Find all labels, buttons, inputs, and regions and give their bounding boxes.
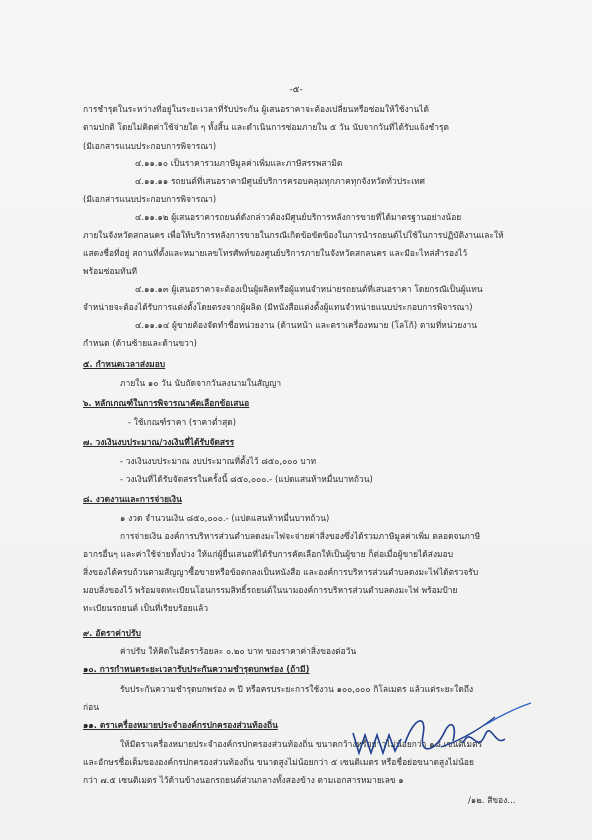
text-line: กำหนด (ด้านซ้ายและด้านขวา) [83,338,197,348]
text-line: - วงเงินงบประมาณ งบประมาณที่ตั้งไว้ ๘๕๐,๐๐๐ บาท [120,456,317,466]
text-line: ๔.๑๑.๑๒ ผู้เสนอราคารถยนต์ดังกล่าวต้องมีศูนย์บริการหลังการขายที่ได้มาตรฐานอย่างน้อย [135,212,462,222]
text-line: จำหน่ายจะต้องได้รับการแต่งตั้งโดยตรงจากผู้ผลิต (มีหนังสือแต่งตั้งผู้แทนจำหน่ายแนบประกอบการพิจารณา) [83,302,473,312]
text-line: ๔.๑๑.๑๑ รถยนต์ที่เสนอราคามีศูนย์บริการครอบคลุมทุกภาคทุกจังหวัดทั่วประเทศ [135,176,426,186]
text-line: ๔.๑๑.๑๐ เป็นราคารวมภาษีมูลค่าเพิ่มและภาษีสรรพสามิต [135,158,343,168]
text-line: การจ่ายเงิน องค์การบริหารส่วนตำบลดงมะไฟจะจ่ายค่าสิ่งของซึ่งได้รวมภาษีมูลค่าเพิ่ม ตลอดจนภาษี [120,531,481,541]
signature-image [345,695,535,765]
text-line: มอบสิ่งของไว้ พร้อมจดทะเบียนโอนกรรมสิทธิ์รถยนต์ในนามองค์การบริหารส่วนตำบลดงมะไฟ พร้อมป้าย [83,585,458,595]
text-line: กว่า ๗.๕ เซนติเมตร ไว้ด้านข้างนอกรถยนต์ส่วนกลางทั้งสองข้าง ตามเอกสารหมายเลข ๑ [83,775,404,785]
section-heading: ๙. อัตราค่าปรับ [83,628,141,638]
text-line: สิ่งของได้ครบถ้วนตามสัญญาซื้อขายหรือข้อตกลงเป็นหนังสือ และองค์การบริหารส่วนตำบลดงมะไฟได้ตรวจรับ [83,567,479,577]
section-heading: ๑๑. ตราเครื่องหมายประจำองค์กรปกครองส่วนท้องถิ่น [83,720,278,730]
text-line: ก่อน [83,702,99,712]
text-line: ค่าปรับ ให้คิดในอัตราร้อยละ ๐.๒๐ บาท ของราคาค่าสิ่งของต่อวัน [120,646,357,656]
text-line: - วงเงินที่ได้รับจัดสรรในครั้งนี้ ๘๕๐,๐๐๐.- (แปดแสนห้าหมื่นบาทถ้วน) [120,474,373,484]
text-line: (มีเอกสารแนบประกอบการพิจารณา) [83,141,217,151]
text-line: ทะเบียนรถยนต์ เป็นที่เรียบร้อยแล้ว [83,603,209,613]
text-line: ๔.๑๑.๑๓ ผู้เสนอราคาจะต้องเป็นผู้ผลิตหรือผู้แทนจำหน่ายรถยนต์ที่เสนอราคา โดยกรณีเป็นผู้แทน [135,284,483,294]
page-number: -๕- [289,85,303,95]
section-heading: ๗. วงเงินงบประมาณ/วงเงินที่ได้รับจัดสรร [83,437,235,447]
text-line: ๔.๑๑.๑๔ ผู้ขายต้องจัดทำชื่อหน่วยงาน (ด้านหน้า และตราเครื่องหมาย (โลโก้) ตามที่หน่วยงาน [135,320,477,330]
text-line: ให้มีตราเครื่องหมายประจำองค์กรปกครองส่วนท้องถิ่น ขนาดกว้างหรือยาวไม่น้อยกว่า ๑๘ เซนติเมตร [120,739,483,749]
text-line: - ใช้เกณฑ์ราคา (ราคาต่ำสุด) [128,417,237,427]
section-heading: ๑๐. การกำหนดระยะเวลารับประกันความชำรุดบกพร่อง (ถ้ามี) [83,664,310,674]
text-line: อากรอื่นๆ และค่าใช้จ่ายทั้งปวง ให้แก่ผู้ยื่นเสนอที่ได้รับการคัดเลือกให้เป็นผู้ขาย ก็ต่อเมื่อผู้ขายได้ส่งมอบ [83,549,454,559]
section-heading: ๕. กำหนดเวลาส่งมอบ [83,359,166,369]
text-line: (มีเอกสารแนบประกอบการพิจารณา) [83,194,217,204]
section-heading: ๘. งวดงานและการจ่ายเงิน [83,494,182,504]
text-line: การชำรุดในระหว่างที่อยู่ในระยะเวลาที่รับประกัน ผู้เสนอราคาจะต้องเปลี่ยนหรือซ่อมให้ใช้งานได้ [83,104,429,114]
text-line: ภายใน ๑๐ วัน นับถัดจากวันลงนามในสัญญา [120,378,282,388]
text-line: รับประกันความชำรุดบกพร่อง ๓ ปี หรือครบระยะการใช้งาน ๑๐๐,๐๐๐ กิโลเมตร แล้วแต่ระยะใดถึง [120,684,474,694]
text-line: พร้อมซ่อมทันที [83,266,138,276]
section-heading: ๖. หลักเกณฑ์ในการพิจารณาคัดเลือกข้อเสนอ [83,398,250,408]
text-line: และอักษรชื่อเต็มขององค์กรปกครองส่วนท้องถิ่น ขนาดสูงไม่น้อยกว่า ๕ เซนติเมตร หรือชื่อย่อขนาดสูงไม่น้อย [83,757,474,767]
text-line: แสดงชื่อที่อยู่ สถานที่ตั้งและหมายเลขโทรศัพท์ของศูนย์บริการภายในจังหวัดสกลนคร และมีอะไหล่สำรองไว้ [83,248,468,258]
text-line: ตามปกติ โดยไม่คิดค่าใช้จ่ายใด ๆ ทั้งสิ้น และดำเนินการซ่อมภายใน ๕ วัน นับจากวันที่ได้รับแจ้งชำรุด [83,122,450,132]
text-line: ภายในจังหวัดสกลนคร เพื่อให้บริการหลังการขายในกรณีเกิดข้อขัดข้องในการนำรถยนต์ไปใช้ในการปฏิบัติงานและให้ [83,230,504,240]
text-line: ๑ งวด จำนวนเงิน ๘๕๐,๐๐๐.- (แปดแสนห้าหมื่นบาทถ้วน) [120,513,330,523]
continuation-marker: /๑๒. สีของ... [468,795,516,805]
handwritten-signature [345,695,535,765]
